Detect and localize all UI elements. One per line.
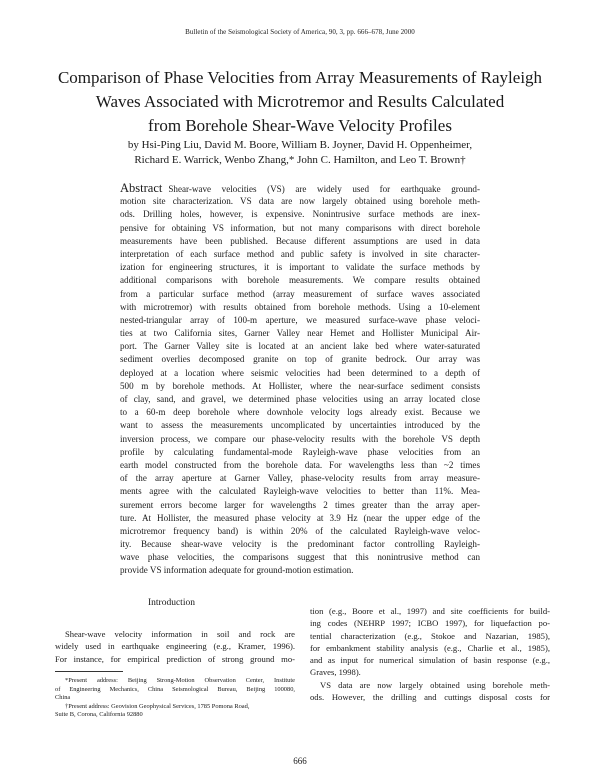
- abstract-line: from a particular surface method (array measurement of surface waves associated: [120, 288, 480, 299]
- footnote-line: China: [55, 694, 71, 702]
- abstract-line: provide VS information adequate for ground-motion estimation.: [120, 565, 354, 576]
- author-list: [40, 138, 560, 167]
- paper-title: [40, 66, 560, 138]
- journal-header: Bulletin of the Seismological Society of America, 90, 3, pp. 666–678, June 2000: [185, 28, 415, 36]
- abstract-line: ods. Drilling holes, however, is expensive. Nonintrusive surface methods are inex-: [120, 209, 480, 220]
- body-line: and as input for numerical simulation of basin response (e.g.,: [310, 655, 550, 666]
- abstract-block: [120, 182, 480, 578]
- abstract-line: inversion process, we compare our phase-velocity results with the borehole VS depth: [120, 433, 480, 444]
- title-line: from Borehole Shear-Wave Velocity Profiles: [148, 116, 452, 135]
- abstract-line: of clay, sand, and gravel, we determined phase velocities using an array located close: [120, 394, 480, 404]
- abstract-line: wave phase velocities, the comparisons suggest that this nonintrusive method can: [120, 552, 480, 563]
- body-line: widely used in earthquake engineering (e.g., Kramer, 1996).: [55, 641, 295, 652]
- abstract-line: profile by calculating fundamental-mode Rayleigh-wave phase velocities from an: [120, 446, 480, 457]
- title-line: Comparison of Phase Velocities from Array Measurements of Rayleigh: [57, 68, 543, 87]
- title-line: Waves Associated with Microtremor and Results Calculated: [95, 92, 505, 111]
- abstract-first-line: [120, 182, 480, 195]
- body-line: VS data are now largely obtained using borehole meth-: [320, 679, 550, 690]
- abstract-line: to a 60-m deep borehole where downhole velocity logs already exist. Because we: [120, 407, 480, 418]
- body-line: Graves, 1998).: [310, 667, 361, 678]
- abstract-line: nested-triangular array of 100-m aperture, we measured surface-wave phase veloci-: [120, 314, 480, 325]
- abstract-line: ization for engineering structures, it is important to validate the surface methods by: [120, 262, 480, 273]
- abstract-line: ments agree with the calculated Rayleigh-wave velocities to better than 11%. Mea-: [120, 486, 480, 497]
- abstract-line: port. The Garner Valley site is located at an ancient lake bed where water-saturated: [120, 341, 480, 352]
- abstract-line: interpretation of each surface method and public safety is involved in site character-: [120, 248, 480, 259]
- body-line: tential characterization (e.g., Stokoe and Nazarian, 1985),: [310, 630, 550, 641]
- footnotes: [55, 677, 295, 720]
- page-number: 666: [293, 756, 307, 766]
- abstract-line: 500 m by borehole methods. At Hollister, where the near-surface sediment consists: [120, 380, 480, 391]
- body-line: For instance, for empirical prediction of strong ground mo-: [55, 653, 295, 664]
- abstract-line: earth model constructed from the borehole data. For wavelengths less than ~2 times: [120, 459, 480, 470]
- body-line: for embankment stability analysis (e.g., Charlie et al., 1985),: [310, 642, 550, 653]
- abstract-line: microtremor frequency band) is within 20% of the calculated Rayleigh-wave veloc-: [120, 525, 480, 536]
- abstract-line: motion site characterization. VS data are now largely obtained using borehole meth-: [120, 196, 480, 207]
- abstract-line: sediment overlies decomposed granite on top of granite bedrock. Our array was: [120, 354, 480, 365]
- abstract-line: Shear-wave velocities (VS) are widely used for earthquake ground-: [168, 184, 480, 194]
- abstract-line: surement errors become larger for wavelengths 2 times greater than the array aper-: [120, 499, 480, 510]
- body-line: tion (e.g., Boore et al., 1997) and site coefficients for build-: [310, 606, 550, 616]
- footnote-divider: [55, 671, 123, 672]
- footnote-line: †Present address: Geovision Geophysical Services, 1785 Pomona Road,: [65, 702, 250, 710]
- abstract-label: Abstract: [120, 181, 163, 195]
- abstract-line: ties at two California sites, Garner Valley near Hemet and Hollister Municipal Air-: [120, 328, 480, 339]
- abstract-line: with microtremor) with results obtained from borehole methods. Using a 10-element: [120, 301, 480, 312]
- footnote-line: Suite B, Corona, California 92880: [55, 711, 143, 719]
- body-line: ing codes (NEHRP 1997; ICBO 1997), for liquefaction po-: [310, 618, 550, 629]
- abstract-line: of the array aperture at Garner Valley, phase-velocity results from array measure-: [120, 473, 480, 484]
- abstract-line: measurements have been published. Because different assumptions are used in data: [120, 235, 480, 246]
- introduction-heading: Introduction: [148, 598, 195, 608]
- abstract-line: ture. At Hollister, the measured phase velocity at 3.9 Hz (near the upper edge of the: [120, 512, 480, 523]
- body-line: Shear-wave velocity information in soil and rock are: [65, 629, 295, 639]
- footnote-line: of Engineering Mechanics, China Seismological Bureau, Beijing 100080,: [55, 685, 295, 693]
- body-line: ods. However, the drilling and cuttings disposal costs for: [310, 692, 550, 703]
- abstract-line: ity. Because shear-wave velocity is the predominant factor controlling Rayleigh-: [120, 539, 480, 550]
- footnote-line: *Present address: Beijing Strong-Motion Observation Center, Institute: [65, 677, 295, 684]
- author-line: Richard E. Warrick, Wenbo Zhang,* John C. Hamilton, and Leo T. Brown†: [134, 153, 466, 166]
- abstract-line: want to assess the measurements uncomplicated by uncertainties introduced by the: [120, 420, 480, 431]
- abstract-line: deployed at a location where seismic velocities had been determined to a depth of: [120, 367, 480, 378]
- left-column: [55, 628, 295, 665]
- author-line: by Hsi-Ping Liu, David M. Boore, William B. Joyner, David H. Oppenheimer,: [127, 139, 473, 151]
- right-column: [310, 605, 550, 703]
- abstract-line: additional comparisons with borehole measurements. We compare results obtained: [120, 275, 480, 286]
- abstract-line: pensive for obtaining VS information, but not many comparisons with direct borehole: [120, 222, 480, 233]
